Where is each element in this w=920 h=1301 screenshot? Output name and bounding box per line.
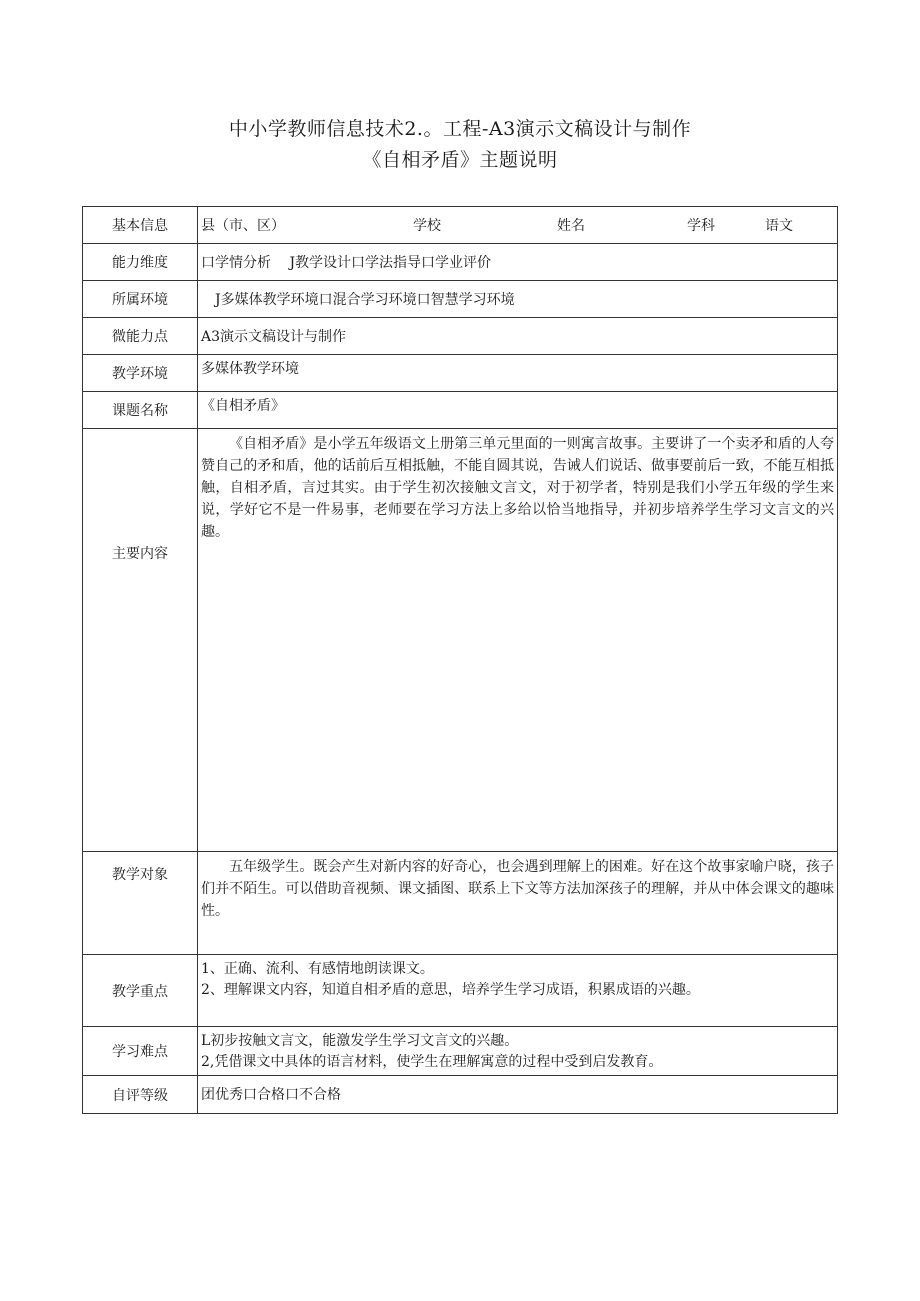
value-audience [198,852,838,955]
value-difficulties [198,1027,838,1076]
info-table [82,206,838,1114]
difficulty-2: 2,凭借课文中具体的语言材料，使学生在理解寓意的过程中受到启发教育。 [201,1054,663,1070]
school-field: 学校 [413,217,441,234]
row-self-eval [83,1076,838,1114]
row-audience [83,852,838,955]
row-micro-ability [83,318,838,355]
audience-text: 五年级学生。既会产生对新内容的好奇心，也会遇到理解上的困难。好在这个故事家喻户晓，孩子们并不陌生。可以借助音视频、课文插图、联系上下文等方法加深孩子的理解，并从中体会课文的趣味性。 [201,859,834,919]
name-field: 姓名 [557,217,585,234]
value-main-content [198,429,838,852]
row-teaching-env [83,355,838,392]
label-topic: 课题名称 [83,392,198,429]
subject-label: 学科 [687,217,715,234]
row-difficulties [83,1027,838,1076]
key-point-1: 1、正确、流利、有感情地朗读课文。 [201,961,434,977]
main-content-text: 《自相矛盾》是小学五年级语文上册第三单元里面的一则寓言故事。主要讲了一个卖矛和盾的人夸赞自己的矛和盾，他的话前后互相抵触，不能自圆其说，告诫人们说话、做事要前后一致，不能互相抵触，自相矛盾，言过其实。由于学生初次接触文言文，对于初学者，特别是我们小学五年级的学生来说，学好它不是一件易事，老师要在学习方法上多给以恰当地指导，并初步培养学生学习文言文的兴趣。 [201,436,834,540]
label-main-content: 主要内容 [83,429,198,852]
subject-value: 语文 [765,217,793,234]
county-field: 县（市、区） [201,217,285,234]
document-subtitle: 《自相矛盾》主题说明 [362,149,558,171]
document-title: 中小学教师信息技术2.。工程-A3演示文稿设计与制作 [228,118,692,140]
row-key-points [83,955,838,1027]
label-teaching-env: 教学环境 [83,355,198,392]
label-difficulties: 学习难点 [83,1027,198,1076]
value-environment: J多媒体教学环境口混合学习环境口智慧学习环境 [198,281,838,318]
key-point-2: 2、理解课文内容，知道自相矛盾的意思，培养学生学习成语，积累成语的兴趣。 [201,982,700,998]
row-basic-info [83,207,838,244]
value-teaching-env: 多媒体教学环境 [198,355,838,392]
label-basic-info: 基本信息 [83,207,198,244]
label-key-points: 教学重点 [83,955,198,1027]
value-topic: 《自相矛盾》 [198,392,838,429]
label-environment: 所属环境 [83,281,198,318]
value-basic-info [198,207,838,244]
row-environment [83,281,838,318]
value-self-eval: 团优秀口合格口不合格 [198,1076,838,1114]
label-audience: 教学对象 [83,852,198,955]
row-ability [83,244,838,281]
label-self-eval: 自评等级 [83,1076,198,1114]
value-key-points [198,955,838,1027]
label-micro-ability: 微能力点 [83,318,198,355]
difficulty-1: L初步按触文言文，能激发学生学习文言文的兴趣。 [201,1033,519,1049]
label-ability: 能力维度 [83,244,198,281]
row-topic [83,392,838,429]
value-micro-ability: A3演示文稿设计与制作 [198,318,838,355]
row-main-content [83,429,838,852]
value-ability: 口学情分析 J教学设计口学法指导口学业评价 [198,244,838,281]
